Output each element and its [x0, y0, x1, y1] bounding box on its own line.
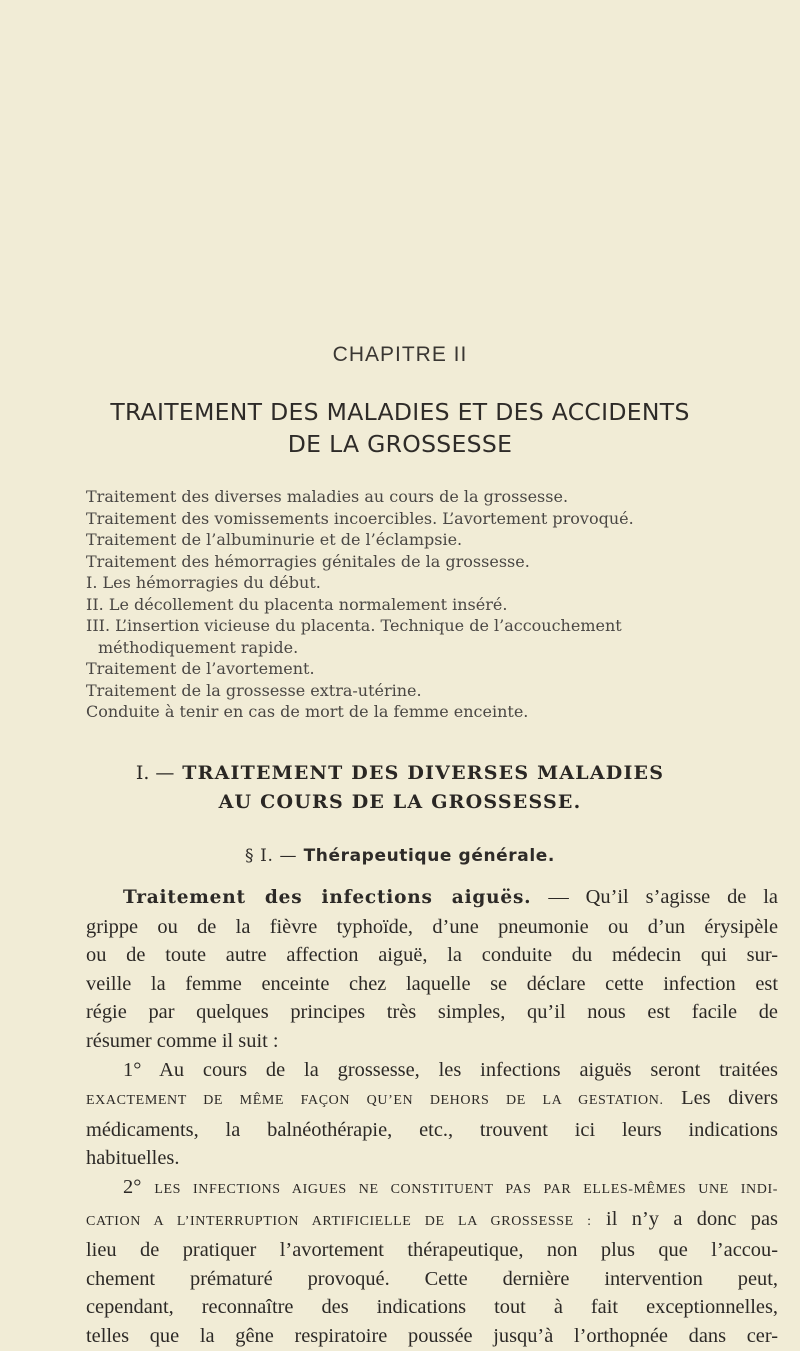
summary-line: Traitement de l’avortement.	[86, 659, 315, 678]
text-line: CATION A L’INTERRUPTION ARTIFICIELLE DE LA GROSSESSE : il n’y a donc pas	[86, 1207, 778, 1230]
text-line: régie par quelques principes très simples, qu’il nous est facile de	[86, 1001, 778, 1024]
summary-line: Traitement des vomissements incoercibles. L’avortement provoqué.	[86, 508, 634, 528]
section-heading-line-2: AU COURS DE LA GROSSESSE.	[218, 791, 582, 813]
chapter-title-line-1: TRAITEMENT DES MALADIES ET DES ACCIDENTS	[110, 398, 690, 426]
chapter-title-line-2: DE LA GROSSESSE	[287, 430, 513, 458]
subsection-number: § I. —	[245, 846, 298, 866]
paragraph-run-in-heading: Traitement des infections aiguës.	[123, 887, 532, 908]
summary-line: I. Les hémorragies du début.	[86, 573, 321, 592]
text-line: ou de toute autre affection aiguë, la conduite du médecin qui sur-	[86, 944, 778, 967]
summary-line: III. L’insertion vicieuse du placenta. Technique de l’accouchement	[86, 616, 622, 635]
text-line: grippe ou de la fièvre typhoïde, d’une pneumonie ou d’un érysipèle	[86, 915, 778, 938]
subsection-title: Thérapeutique générale.	[303, 846, 555, 866]
text-line: EXACTEMENT DE MÊME FAÇON QU’EN DEHORS DE LA GESTATION. Les divers	[86, 1087, 779, 1110]
text-line: chement prématuré provoqué. Cette dernière intervention peut,	[86, 1267, 778, 1290]
chapter-summary	[86, 486, 786, 723]
body-text	[86, 883, 778, 1351]
text-line: telles que la gêne respiratoire poussée jusqu’à l’orthopnée dans cer-	[86, 1324, 778, 1347]
summary-line: II. Le décollement du placenta normalement inséré.	[86, 594, 508, 614]
text-line: résumer comme il suit :	[86, 1029, 279, 1052]
section-number: I. —	[135, 762, 175, 784]
summary-line: Traitement de la grossesse extra-utérine.	[86, 680, 422, 700]
chapter-label: CHAPITRE II	[332, 343, 468, 366]
summary-line: Traitement de l’albuminurie et de l’éclampsie.	[86, 530, 463, 549]
text-line: lieu de pratiquer l’avortement thérapeutique, non plus que l’accou-	[86, 1239, 778, 1262]
text-line: veille la femme enceinte chez laquelle se déclare cette infection est	[86, 972, 778, 995]
text-line: habituelles.	[86, 1147, 180, 1170]
summary-line: Traitement des hémorragies génitales de la grossesse.	[86, 551, 530, 571]
summary-line: Traitement des diverses maladies au cours de la grossesse.	[86, 487, 569, 506]
summary-line: Conduite à tenir en cas de mort de la femme enceinte.	[86, 702, 529, 721]
text-line: cependant, reconnaître des indications tout à fait exceptionnelles,	[86, 1296, 778, 1319]
summary-line: méthodiquement rapide.	[98, 637, 299, 657]
text-line: médicaments, la balnéothérapie, etc., trouvent ici leurs indications	[86, 1118, 778, 1141]
subsection-heading	[0, 846, 800, 866]
text-line: Traitement des infections aiguës. — Qu’il s’agisse de la	[123, 886, 778, 908]
text-line: 2° LES INFECTIONS AIGUES NE CONSTITUENT PAS PAR ELLES-MÊMES UNE INDI-	[123, 1175, 779, 1198]
section-title-text: TRAITEMENT DES DIVERSES MALADIES	[182, 762, 665, 784]
section-heading-line-1	[0, 762, 800, 784]
text-line: 1° Au cours de la grossesse, les infections aiguës seront traitées	[123, 1058, 778, 1081]
